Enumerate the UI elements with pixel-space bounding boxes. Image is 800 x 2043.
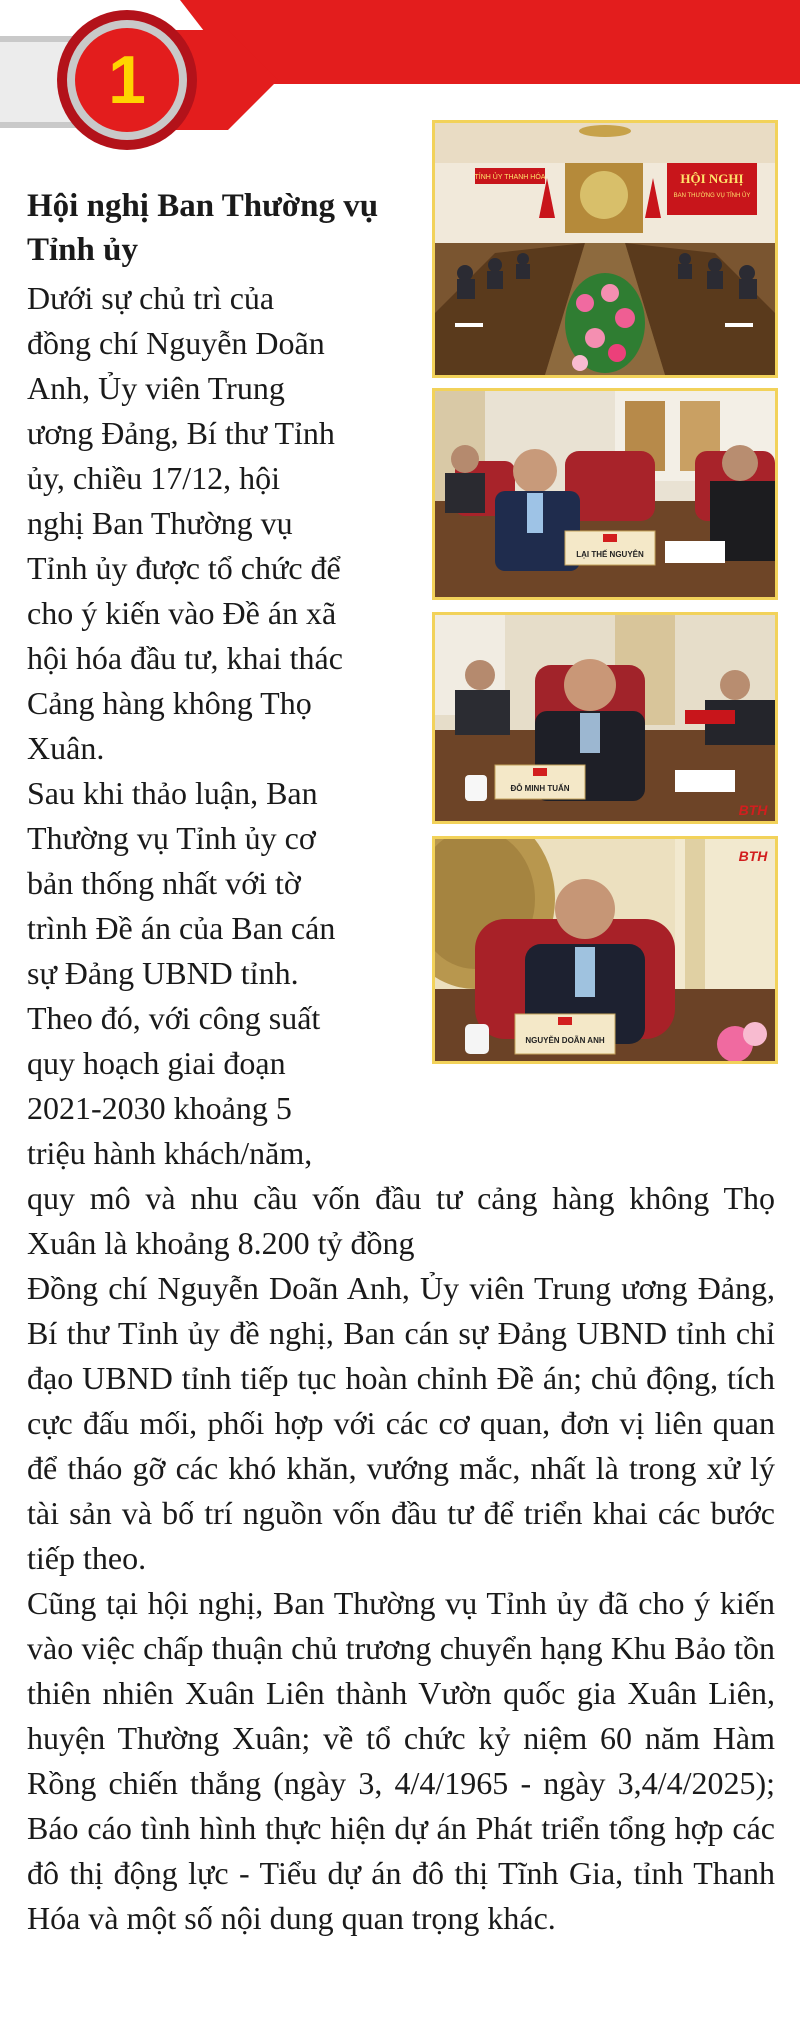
text-line: cho ý kiến vào Đề án xã [27,595,337,631]
nameplate-text: LẠI THẾ NGUYÊN [576,550,644,559]
text-line: bản thống nhất với tờ [27,865,301,901]
photo-delegate-do-minh-tuan [432,612,778,824]
text-line: ương Đảng, Bí thư Tỉnh [27,415,335,451]
text-line: Thường vụ Tỉnh ủy cơ [27,820,316,856]
text-line: sự Đảng UBND tỉnh. [27,955,299,991]
watermark: BTH [738,848,768,864]
watermark: BTH [738,802,768,818]
text-line: trình Đề án của Ban cán [27,910,336,946]
paragraph-1 [27,276,387,771]
text-line: quy hoạch giai đoạn [27,1045,286,1081]
text-line: Cảng hàng không Thọ [27,685,312,721]
text-line: 2021-2030 khoảng 5 [27,1090,292,1126]
sign-text: TỈNH ỦY THANH HÓA [474,174,546,181]
photo-chair-nguyen-doan-anh [432,836,778,1064]
text-line: Tỉnh ủy được tổ chức để [27,550,341,586]
paragraph-2 [27,771,387,1176]
text-line: đồng chí Nguyễn Doãn [27,325,325,361]
text-line: nghị Ban Thường vụ [27,505,293,541]
text-line: Xuân. [27,730,105,766]
banner-text: HỘI NGHỊ [680,171,744,186]
paragraph-4: Cũng tại hội nghị, Ban Thường vụ Tỉnh ủy đã cho ý kiến vào việc chấp thuận chủ trương chuyển hạng Khu Bảo tồn thiên nhiên Xuân Liên thành Vườn quốc gia Xuân Liên, huyện Thường Xuân; về tổ chức kỷ niệm 60 năm Hàm Rồng chiến thắng (ngày 3, 4/4/1965 - ngày 3,4/4/2025); Báo cáo tình hình thực hiện dự án Phát triển tổng hợp các đô thị động lực - Tiểu dự án đô thị Tĩnh Gia, tỉnh Thanh Hóa và một số nội dung quan trọng khác. [27,1585,775,1936]
photo-conference-hall [432,120,778,378]
nameplate-text: ĐỖ MINH TUẤN [510,784,570,793]
text-line: Dưới sự chủ trì của [27,280,275,316]
text-line: ủy, chiều 17/12, hội [27,460,280,496]
nameplate-text: NGUYỄN DOÃN ANH [525,1036,605,1045]
paragraph-2-continuation: quy mô và nhu cầu vốn đầu tư cảng hàng không Thọ Xuân là khoảng 8.200 tỷ đồng [27,1180,775,1261]
text-line: Theo đó, với công suất [27,1000,321,1036]
text-line: Anh, Ủy viên Trung [27,370,285,406]
article-title: Hội nghị Ban Thường vụ Tỉnh ủy [27,188,379,268]
text-line: triệu hành khách/năm, [27,1135,313,1171]
photo-delegate-lai-the-nguyen [432,388,778,600]
banner-subtext: BAN THƯỜNG VỤ TỈNH ỦY [673,193,751,199]
section-number: 1 [108,42,146,118]
text-line: Sau khi thảo luận, Ban [27,775,318,811]
text-line: hội hóa đầu tư, khai thác [27,640,343,676]
paragraph-3: Đồng chí Nguyễn Doãn Anh, Ủy viên Trung ương Đảng, Bí thư Tỉnh ủy đề nghị, Ban cán sự Đảng UBND tỉnh chỉ đạo UBND tỉnh tiếp tục hoàn chỉnh Đề án; chủ động, tích cực đấu mối, phối hợp với các cơ quan, đơn vị liên quan để tháo gỡ các khó khăn, vướng mắc, nhất là trong xử lý tài sản và bố trí nguồn vốn đầu tư để triển khai các bước tiếp theo. [27,1270,775,1576]
